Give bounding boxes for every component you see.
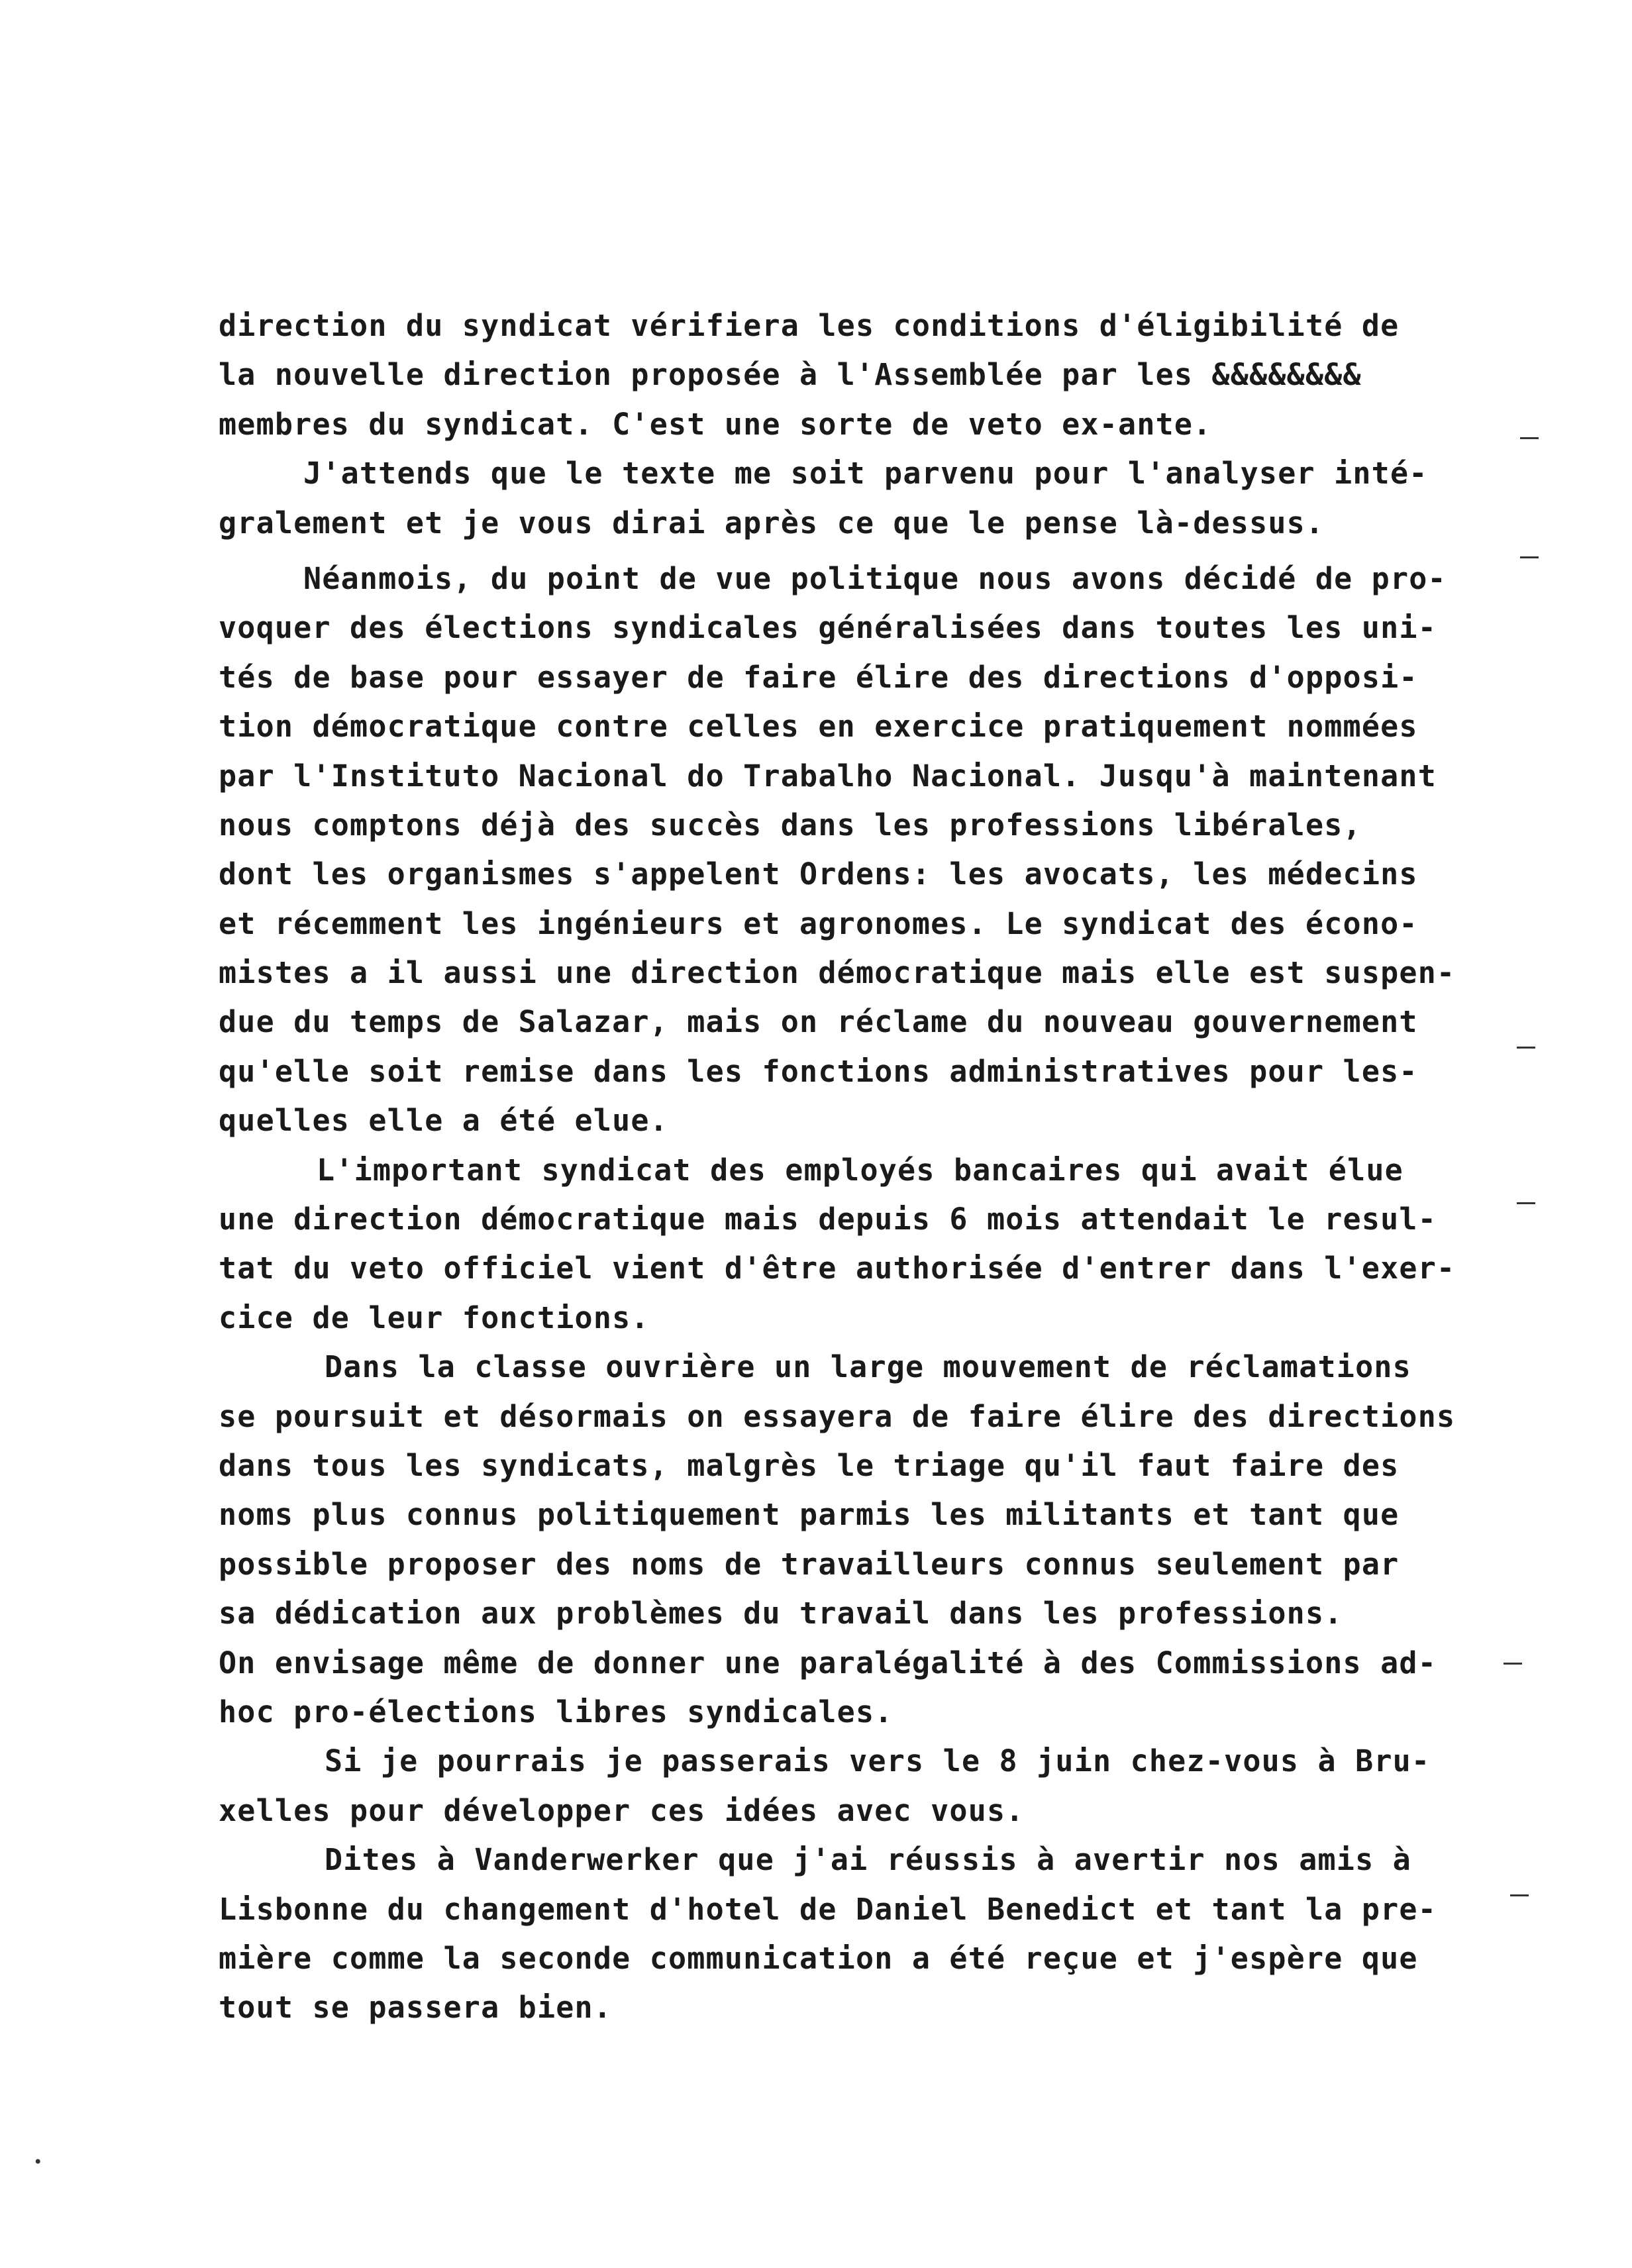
text-line: tat du veto officiel vient d'être authorisée d'entrer dans l'exer- — [219, 1251, 1456, 1286]
letter-body — [219, 301, 1556, 2033]
text-line: mière comme la seconde communication a été reçue et j'espère que — [219, 1940, 1418, 1976]
text-line: quelles elle a été elue. — [219, 1103, 669, 1139]
paragraph-start-line: Néanmois, du point de vue politique nous avons décidé de pro- — [303, 560, 1447, 596]
paragraph-start-line: J'attends que le texte me soit parvenu pour l'analyser inté- — [303, 456, 1428, 491]
text-line: dans tous les syndicats, malgrès le triage qu'il faut faire des — [219, 1447, 1400, 1483]
text-line: cice de leur fonctions. — [219, 1300, 650, 1335]
text-line: due du temps de Salazar, mais on réclame du nouveau gouvernement — [219, 1004, 1418, 1040]
text-line: dont les organismes s'appelent Ordens: les avocats, les médecins — [219, 856, 1418, 892]
text-line: xelles pour développer ces idées avec vous. — [219, 1792, 1025, 1828]
paragraph-start-line: L'important syndicat des employés bancaires qui avait élue — [317, 1152, 1403, 1188]
margin-dash — [1517, 1202, 1535, 1204]
text-line: mistes a il aussi une direction démocratique mais elle est suspen- — [219, 955, 1456, 991]
text-line: membres du syndicat. C'est une sorte de veto ex-ante. — [219, 406, 1212, 442]
text-line: On envisage même de donner une paralégalité à des Commissions ad- — [219, 1645, 1437, 1680]
text-line: direction du syndicat vérifiera les conditions d'éligibilité de — [219, 308, 1400, 343]
text-line: la nouvelle direction proposée à l'Assemblée par les &&&&&&&& — [219, 357, 1362, 393]
margin-dash — [1504, 1663, 1522, 1665]
text-line: tés de base pour essayer de faire élire des directions d'opposi- — [219, 659, 1418, 695]
paragraph-start-line: Dans la classe ouvrière un large mouvement de réclamations — [325, 1349, 1411, 1385]
text-line: voquer des élections syndicales généralisées dans toutes les uni- — [219, 610, 1437, 646]
margin-dash — [1510, 1894, 1529, 1896]
text-line: gralement et je vous dirai après ce que le pense là-dessus. — [219, 505, 1325, 541]
text-line: qu'elle soit remise dans les fonctions administratives pour les- — [219, 1053, 1418, 1089]
paragraph-start-line: Dites à Vanderwerker que j'ai réussis à avertir nos amis à — [325, 1842, 1411, 1878]
text-line: sa dédication aux problèmes du travail dans les professions. — [219, 1596, 1343, 1631]
text-line: possible proposer des noms de travailleurs connus seulement par — [219, 1546, 1400, 1582]
text-line: par l'Instituto Nacional do Trabalho Nacional. Jusqu'à maintenant — [219, 758, 1437, 794]
paragraph-start-line: Si je pourrais je passerais vers le 8 juin chez-vous à Bru- — [325, 1743, 1431, 1779]
margin-dash — [1520, 437, 1539, 439]
text-line: se poursuit et désormais on essayera de faire élire des directions — [219, 1398, 1456, 1434]
text-line: noms plus connus politiquement parmis les militants et tant que — [219, 1497, 1400, 1533]
margin-dash — [1517, 1047, 1535, 1049]
text-line: tion démocratique contre celles en exercice pratiquement nommées — [219, 709, 1418, 745]
margin-dash — [1520, 556, 1539, 558]
text-line: une direction démocratique mais depuis 6 mois attendait le resul- — [219, 1202, 1437, 1237]
text-line: tout se passera bien. — [219, 1990, 613, 2026]
scan-mark: • — [33, 2153, 43, 2171]
text-line: Lisbonne du changement d'hotel de Daniel Benedict et tant la pre- — [219, 1891, 1437, 1927]
text-line: nous comptons déjà des succès dans les professions libérales, — [219, 807, 1362, 843]
text-line: hoc pro-élections libres syndicales. — [219, 1694, 893, 1729]
text-line: et récemment les ingénieurs et agronomes. Le syndicat des écono- — [219, 905, 1418, 941]
